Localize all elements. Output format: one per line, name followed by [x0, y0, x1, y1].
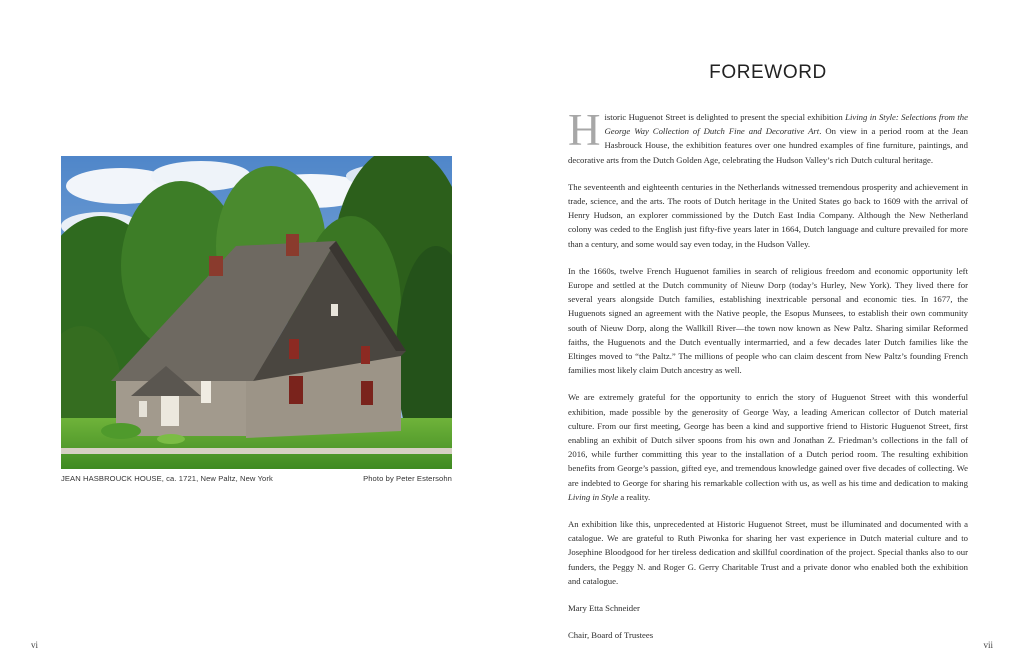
foreword-body: [568, 105, 968, 656]
page-number-left: vi: [31, 640, 39, 650]
paragraph-5: An exhibition like this, unprecedented at Historic Huguenot Street, must be illuminated and documented with a catalogue. We are grateful to Ruth Piwonka for sharing her vast experience in Dutch material culture and to Josephine Bloodgood for her tireless dedication and skillful coordination of the project. Special thanks also to our funders, the Peggy N. and Roger G. Gerry Charitable Trust and a private donor who enabled both the exhibition and catalogue.: [568, 519, 968, 586]
p4-text-a: We are extremely grateful for the opportunity to enrich the story of Huguenot Street with this wonderful exhibition, made possible by the generosity of George Way, a leading American collector of Dutch material culture. From our first meeting, George has been a kind and supportive friend to Historic Huguenot Street, first enabling an exhibit of Dutch silver spoons from his own and Jonathan Z. Friedman’s collections in the fall of 2016, while further committing this year to the installation of a Dutch period room. The resulting exhibition benefits from George’s passion, gifted eye, and tremendous knowledge gained over five decades of collecting. We are indebted to George for sharing his remarkable collection with us, as well as his time and dedication to making: [568, 392, 968, 488]
page-title: FOREWORD: [709, 62, 827, 83]
paragraph-2: The seventeenth and eighteenth centuries in the Netherlands witnessed tremendous prosperity and achievement in trade, science, and the arts. The roots of Dutch heritage in the United States go back to 1609 with the arrival of Henry Hudson, an explorer commissioned by the Dutch East India Company. Although the New Netherland colony was ceded to the English just fifty-five years later in 1664, Dutch language and culture prevailed for more than a century, and some would say even today, in the Hudson Valley.: [568, 181, 968, 249]
p4-text-b: a reality.: [618, 491, 651, 502]
exhibition-short-title: Living in Style: [568, 491, 619, 502]
caption-title: JEAN HASBROUCK HOUSE, ca. 1721, New Paltz, New York: [61, 474, 273, 483]
exhibition-title: Living in Style: Selections from the George Way Collection of Dutch Fine and Decorative Art: [604, 112, 968, 137]
p1-text-b: . On view in a period room at the Jean Hasbrouck House, the exhibition features over one hundred examples of fine furniture, paintings, and decorative arts from the Dutch Golden Age, celebrating the Hudson Valley’s rich Dutch cultural heritage.: [568, 126, 968, 165]
page-number-right: vii: [983, 640, 993, 650]
p1-text-a: istoric Huguenot Street is delighted to present the special exhibition: [604, 112, 846, 122]
signature-name: Mary Etta Schneider: [568, 603, 640, 614]
photo-caption: [61, 474, 452, 483]
stone-house-photo-icon: [61, 156, 452, 469]
paragraph-4: [568, 390, 968, 504]
house-photo: [61, 156, 452, 469]
caption-credit: Photo by Peter Estersohn: [363, 474, 452, 483]
drop-cap: H: [568, 105, 601, 155]
paragraph-3: In the 1660s, twelve French Huguenot families in search of religious freedom and economic opportunity left Europe and settled at the Dutch community of Nieuw Dorp (today’s Hurley, New York). They lived there for several years alongside Dutch families, establishing inextricable personal and economic ties. In 1677, the Huguenots signed an agreement with the Native people, the Esopus Munsees, to establish their own community south of Nieuw Dorp, along the Wallkill River—the town now known as New Paltz. Sharing similar Reformed faiths, the Huguenots and the Dutch eventually intermarried, and a few decades later Dutch families like the Eltinges moved to “the Paltz.” The millions of people who can claim descent from New Paltz’s founding French families most likely claim Dutch ancestry as well.: [568, 265, 968, 376]
signature-role: Chair, Board of Trustees: [568, 630, 654, 641]
signature-block: [568, 601, 968, 642]
paragraph-1: [568, 105, 968, 167]
